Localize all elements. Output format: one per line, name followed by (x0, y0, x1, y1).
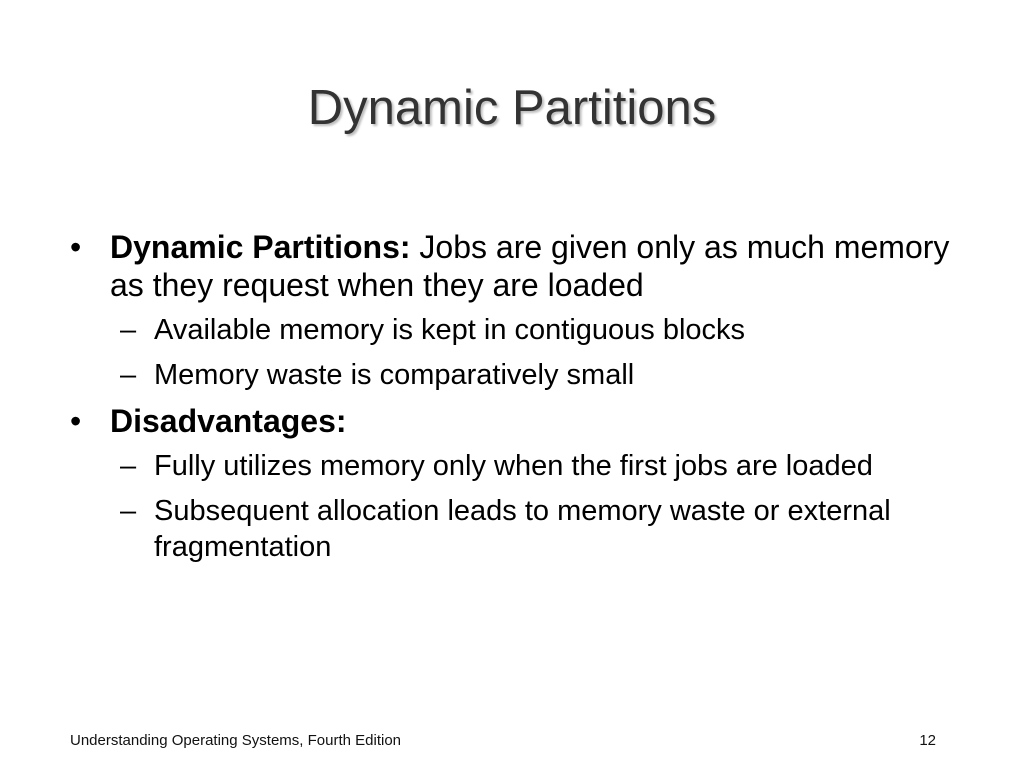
bullet-item (70, 228, 970, 304)
bullet-item (70, 402, 970, 440)
sub-bullet-marker: – (120, 450, 137, 482)
slide-body (70, 228, 970, 574)
bullet-marker: • (70, 229, 82, 265)
bullet-term: Dynamic Partitions: (110, 229, 411, 265)
footer-book-title: Understanding Operating Systems, Fourth Edition (70, 732, 402, 749)
sub-bullet-marker: – (120, 495, 137, 527)
bullet-term: Disadvantages: (110, 403, 347, 439)
sub-bullet-text: Available memory is kept in contiguous blocks (154, 314, 746, 346)
sub-bullet-item (70, 312, 970, 348)
bullet-marker: • (70, 403, 82, 439)
sub-bullet-item (70, 448, 970, 484)
sub-bullet-item (70, 493, 970, 565)
sub-bullet-marker: – (120, 359, 137, 391)
footer-page-number: 12 (919, 732, 936, 749)
sub-bullet-text: Subsequent allocation leads to memory waste or external fragmentation (154, 495, 891, 563)
sub-bullet-marker: – (120, 314, 137, 346)
sub-bullet-text: Fully utilizes memory only when the first jobs are loaded (154, 450, 873, 482)
sub-bullet-text: Memory waste is comparatively small (154, 359, 635, 391)
bullet-text: Jobs are given only as much memory as they request when they are loaded (110, 229, 950, 303)
sub-bullet-item (70, 357, 970, 393)
slide-title: Dynamic Partitions (307, 81, 717, 135)
